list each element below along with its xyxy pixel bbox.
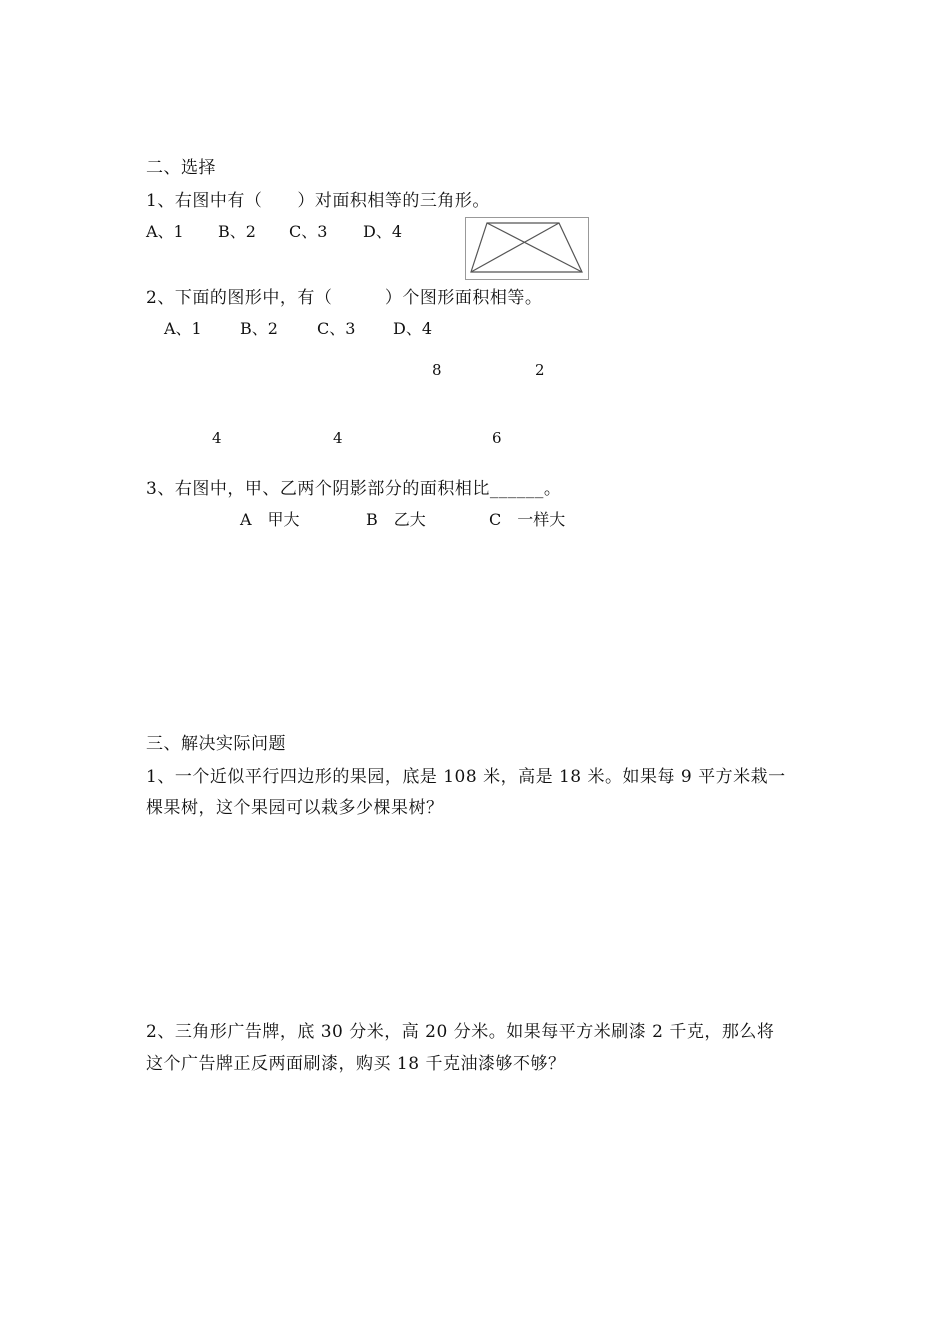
figure-label-2: 2 (535, 361, 545, 379)
question-3-text: 3、右图中，甲、乙两个阴影部分的面积相比______。 (146, 479, 562, 499)
problem-2-line-2: 这个广告牌正反两面刷漆，购买 18 千克油漆够不够？ (146, 1054, 566, 1074)
figure-label-4b: 4 (333, 429, 343, 447)
q2-option-a: A、1 (164, 319, 202, 338)
problem-2-line-1: 2、三角形广告牌，底 30 分米，高 20 分米。如果每平方米刷漆 2 千克，那么将 (146, 1022, 775, 1042)
figure-label-6: 6 (492, 429, 502, 447)
diagonal-1 (487, 223, 582, 272)
section-2-heading: 二、选择 (146, 158, 216, 178)
figure-label-4a: 4 (212, 429, 222, 447)
problem-1-line-2: 棵果树，这个果园可以栽多少棵果树？ (146, 798, 444, 818)
q3-option-b: B 乙大 (366, 510, 426, 529)
q2-option-d: D、4 (393, 319, 433, 338)
q1-option-a: A、1 (146, 222, 184, 241)
question-1-text: 1、右图中有（ ）对面积相等的三角形。 (146, 191, 490, 211)
figure-frame (466, 218, 589, 280)
trapezoid-outline (471, 223, 582, 272)
section-3-heading: 三、解决实际问题 (146, 734, 286, 754)
trapezoid-figure (465, 217, 589, 280)
q1-option-c: C、3 (289, 222, 328, 241)
q1-option-b: B、2 (218, 222, 256, 241)
q2-option-c: C、3 (317, 319, 356, 338)
q2-option-b: B、2 (240, 319, 278, 338)
question-2-text: 2、下面的图形中，有（ ）个图形面积相等。 (146, 288, 543, 308)
q1-option-d: D、4 (363, 222, 403, 241)
problem-1-line-1: 1、一个近似平行四边形的果园，底是 108 米，高是 18 米。如果每 9 平方米栽一 (146, 767, 786, 787)
q3-option-a: A 甲大 (240, 510, 300, 529)
figure-label-8: 8 (432, 361, 442, 379)
q3-option-c: C 一样大 (489, 510, 566, 529)
